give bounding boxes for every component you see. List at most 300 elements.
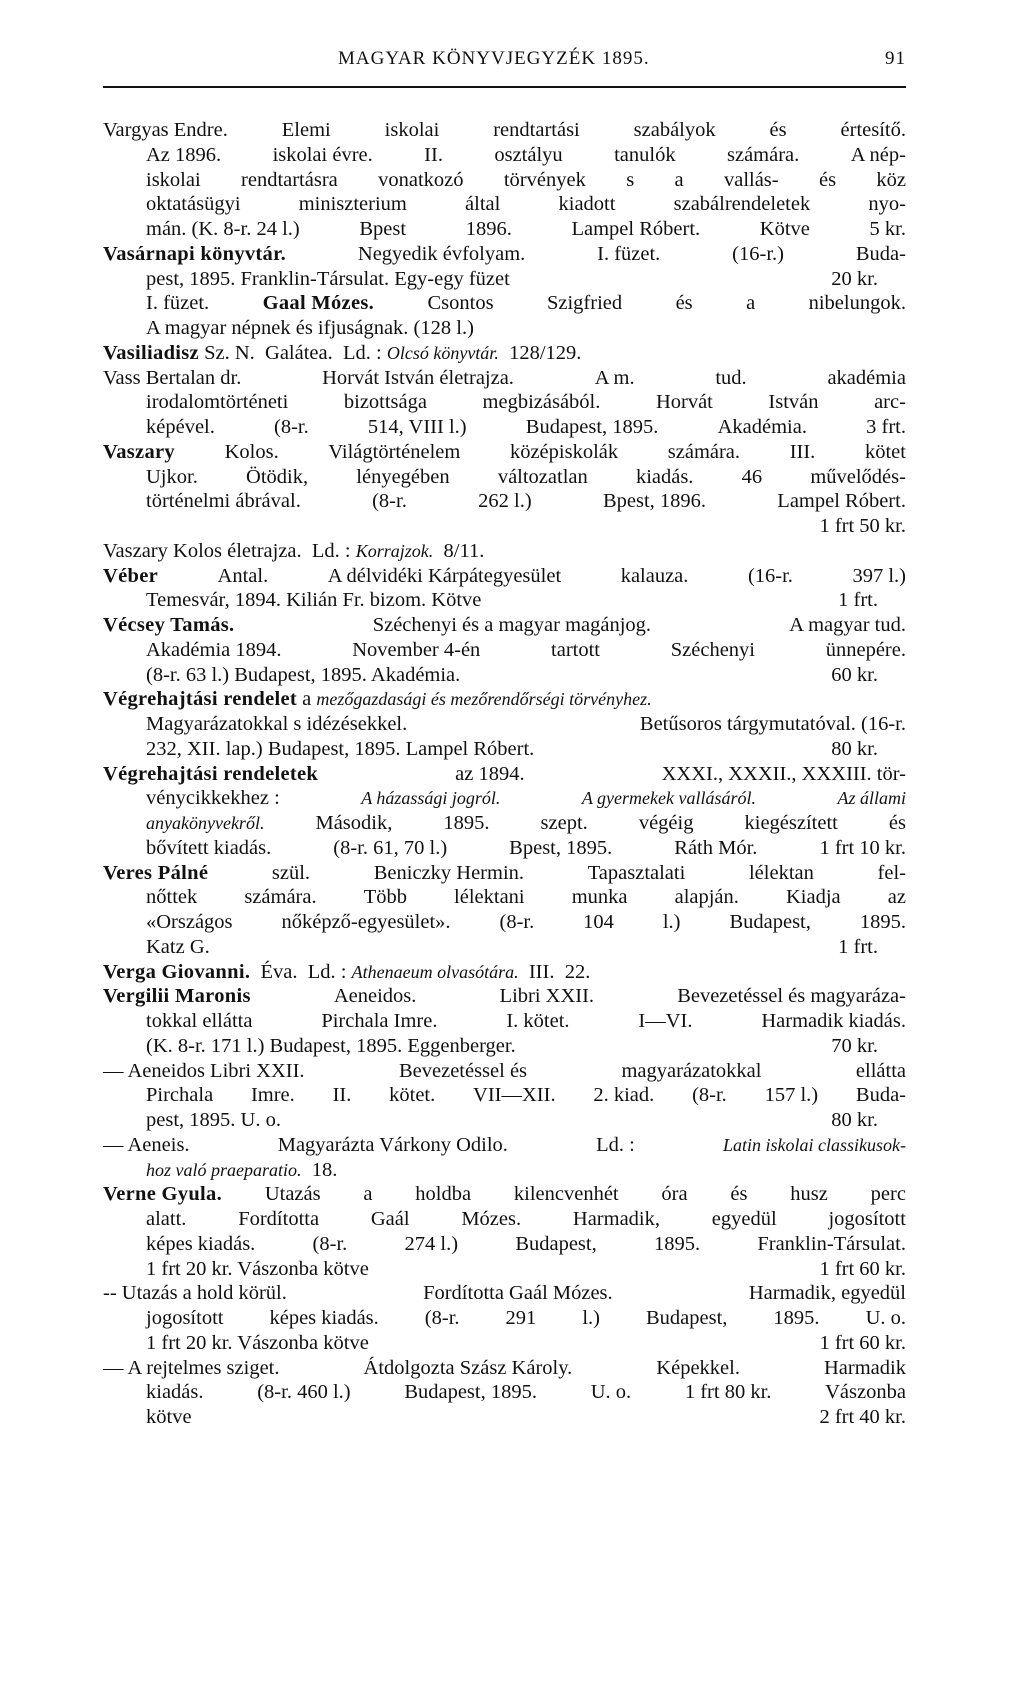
text-segment: István bbox=[768, 391, 819, 414]
text-segment: Vargyas Endre. bbox=[103, 119, 228, 141]
text-line bbox=[103, 514, 906, 539]
text-segment: mán. (K. 8-r. 24 l.) bbox=[146, 218, 300, 240]
text-segment: Pirchala Imre. bbox=[321, 1010, 438, 1032]
text-segment: fel- bbox=[877, 861, 906, 884]
text-segment: Gaál bbox=[370, 1208, 410, 1230]
text-segment: 5 kr. bbox=[869, 218, 906, 240]
text-segment: megbizásából. bbox=[482, 391, 601, 414]
text-segment: (8-r. bbox=[692, 1084, 727, 1107]
text-segment: Magyarázta Várkony Odilo. bbox=[277, 1133, 508, 1156]
text-line bbox=[103, 1158, 906, 1183]
text-segment: A magyar tud. bbox=[789, 614, 906, 636]
text-segment: Képekkel. bbox=[656, 1356, 740, 1379]
text-line bbox=[103, 663, 906, 688]
catalog-entries bbox=[103, 118, 906, 1430]
text-segment: Eggenberger. bbox=[402, 1034, 516, 1057]
text-segment: (8-r. 460 l.) bbox=[257, 1381, 351, 1404]
text-segment: A délvidéki Kárpátegyesület bbox=[327, 564, 562, 587]
text-line bbox=[103, 192, 906, 217]
text-segment: Bevezetéssel és magyaráza- bbox=[677, 985, 906, 1008]
text-line bbox=[103, 984, 906, 1009]
text-segment: Bpest, 1895. bbox=[509, 836, 613, 859]
text-segment: bővített kiadás. bbox=[146, 836, 272, 859]
text-segment: irodalomtörténeti bbox=[146, 391, 289, 414]
text-segment: Budapest, bbox=[515, 1232, 597, 1255]
text-line bbox=[103, 465, 906, 490]
text-line bbox=[103, 489, 906, 514]
text-segment: a bbox=[363, 1183, 373, 1206]
text-line bbox=[103, 613, 906, 638]
text-line bbox=[103, 1405, 906, 1430]
text-segment: képes kiadás. bbox=[269, 1307, 379, 1329]
text-segment: tud. bbox=[715, 366, 747, 389]
text-segment: Franklin-Társulat. bbox=[235, 267, 390, 290]
text-segment: A nép- bbox=[850, 143, 906, 166]
text-segment: Antal. bbox=[217, 564, 269, 587]
text-line bbox=[103, 885, 906, 910]
text-segment: alapján. bbox=[674, 886, 739, 909]
text-line bbox=[103, 143, 906, 168]
text-segment: 1896. bbox=[465, 218, 512, 240]
text-segment: Világtörténelem bbox=[328, 440, 461, 463]
text-segment: Temesvár, 1894. bbox=[146, 589, 281, 612]
text-segment: Fordította Gaál Mózes. bbox=[423, 1282, 613, 1305]
text-segment: Libri XXII. bbox=[499, 985, 595, 1008]
text-line bbox=[103, 960, 906, 985]
text-segment: ellátta bbox=[855, 1059, 906, 1082]
text-segment: A magyar népnek és ifjuságnak. (128 l.) bbox=[146, 317, 474, 339]
text-segment: vénycikkekhez : bbox=[146, 787, 280, 810]
text-segment: XXXI., XXXII., XXXIII. tör- bbox=[661, 762, 906, 785]
text-segment: Budapest, bbox=[729, 911, 811, 933]
text-segment: számára. bbox=[244, 886, 317, 909]
price: 80 kr. bbox=[831, 737, 878, 760]
text-segment: kötet. bbox=[389, 1084, 436, 1107]
text-line bbox=[103, 341, 906, 366]
text-segment: Második, bbox=[315, 812, 393, 834]
text-segment: Buda- bbox=[855, 242, 906, 265]
text-segment: az bbox=[887, 886, 906, 909]
text-segment: Sz. N. Galátea. Ld. : bbox=[198, 341, 387, 364]
text-segment: U. o. bbox=[865, 1307, 906, 1329]
text-segment: törvények bbox=[503, 168, 586, 191]
text-segment: (K. 8-r. 171 l.) Budapest, 1895. bbox=[146, 1034, 403, 1057]
page-number: 91 bbox=[885, 48, 906, 69]
text-segment: szabályok bbox=[633, 119, 716, 141]
text-segment: és bbox=[730, 1183, 748, 1206]
entry-heading: Vécsey Tamás. bbox=[103, 614, 235, 636]
text-segment: 1895. bbox=[443, 812, 490, 834]
text-line bbox=[103, 564, 906, 589]
text-segment: Lampel Róbert. bbox=[571, 218, 701, 240]
text-line bbox=[103, 1182, 906, 1207]
text-segment: I. füzet. bbox=[146, 292, 210, 315]
text-segment: VII—XII. bbox=[473, 1084, 556, 1107]
text-segment: 18. bbox=[301, 1158, 338, 1181]
text-segment: U. o. bbox=[590, 1381, 632, 1404]
text-line bbox=[103, 836, 906, 861]
text-segment: 46 bbox=[741, 465, 763, 488]
text-line bbox=[103, 1306, 906, 1331]
text-segment: II. bbox=[424, 143, 443, 166]
text-segment: és bbox=[888, 812, 906, 834]
text-segment: iskolai bbox=[384, 119, 440, 141]
text-segment: iskolai bbox=[146, 168, 201, 191]
entry-heading: Veres Pálné bbox=[103, 861, 209, 884]
entry-heading: Verne Gyula. bbox=[103, 1183, 223, 1206]
price: 20 kr. bbox=[831, 267, 878, 290]
text-line bbox=[103, 267, 906, 292]
text-segment: 397 l.) bbox=[852, 564, 906, 587]
entry-heading: Gaal Mózes. bbox=[262, 292, 375, 315]
text-segment: Átdolgozta Szász Károly. bbox=[363, 1356, 573, 1379]
text-segment: 157 l.) bbox=[764, 1084, 819, 1107]
text-line bbox=[103, 712, 906, 737]
text-line bbox=[103, 1356, 906, 1381]
running-title: MAGYAR KÖNYVJEGYZÉK 1895. bbox=[338, 48, 650, 69]
text-segment: Kilián Fr. bizom. bbox=[280, 589, 427, 612]
text-segment: ünnepére. bbox=[825, 638, 906, 661]
text-segment: végéig bbox=[638, 812, 694, 834]
text-segment: Ld. : bbox=[596, 1133, 635, 1156]
price: 1 frt. bbox=[838, 935, 878, 958]
text-segment: jogosított bbox=[828, 1208, 906, 1230]
text-segment: I. füzet. bbox=[597, 242, 661, 265]
text-segment: szept. bbox=[540, 812, 588, 834]
text-segment: (8-r. 63 l.) Budapest, 1895. bbox=[146, 663, 367, 686]
text-segment: nőképző-egyesület». bbox=[281, 911, 451, 933]
text-segment: Utazás bbox=[264, 1183, 321, 1206]
price: 70 kr. bbox=[831, 1034, 878, 1057]
text-segment: 262 l.) bbox=[478, 490, 532, 513]
text-line bbox=[103, 1232, 906, 1257]
text-segment: Magyarázatokkal s idézésekkel. bbox=[146, 713, 408, 735]
entry-heading: Végrehajtási rendelet bbox=[103, 688, 297, 711]
text-segment: l.) bbox=[582, 1307, 600, 1329]
text-segment: óra bbox=[661, 1183, 688, 1206]
text-segment: a bbox=[746, 292, 756, 315]
text-segment: arc- bbox=[874, 391, 906, 414]
text-line bbox=[103, 1257, 906, 1282]
text-segment: Széchenyi bbox=[670, 638, 755, 661]
text-line bbox=[103, 935, 906, 960]
text-segment: «Országos bbox=[146, 911, 233, 933]
text-segment: kötet bbox=[864, 440, 906, 463]
series-title: Athenaeum olvasótára. bbox=[351, 961, 519, 982]
text-segment: kiadott bbox=[558, 193, 616, 216]
text-segment: (8-r. bbox=[499, 911, 535, 933]
text-segment: Elemi bbox=[281, 119, 331, 141]
text-segment: történelmi ábrával. bbox=[146, 490, 301, 513]
text-segment: Imre. bbox=[250, 1084, 295, 1107]
text-segment: munka bbox=[571, 886, 628, 909]
text-segment: kiadás. bbox=[635, 465, 694, 488]
text-segment: (8-r. bbox=[372, 490, 407, 513]
text-segment: tartott bbox=[551, 638, 601, 661]
text-line bbox=[103, 1133, 906, 1158]
text-segment: Tapasztalati bbox=[587, 861, 686, 884]
series-title: Latin iskolai classikusok- bbox=[722, 1134, 906, 1155]
text-segment: Horvát bbox=[655, 391, 713, 414]
text-segment: vonatkozó bbox=[378, 168, 464, 191]
text-segment: Csontos bbox=[427, 292, 494, 315]
text-segment: oktatásügyi bbox=[146, 193, 241, 216]
text-segment: (8-r. 61, 70 l.) bbox=[333, 836, 448, 859]
text-segment: iskolai évre. bbox=[272, 143, 373, 166]
series-title: Olcsó könyvtár. bbox=[386, 342, 499, 363]
text-line bbox=[103, 539, 906, 564]
text-line bbox=[103, 1281, 906, 1306]
text-segment: Ráth Mór. bbox=[674, 836, 758, 859]
entry-heading: Véber bbox=[103, 564, 159, 587]
text-segment: a bbox=[674, 168, 684, 191]
series-title: mezőgazdasági és mezőrendőrségi törvényhez. bbox=[316, 689, 652, 710]
running-header bbox=[103, 48, 906, 76]
text-segment: nibelungok. bbox=[808, 292, 906, 315]
entry-heading: Vaszary bbox=[103, 440, 175, 463]
text-segment: 291 bbox=[505, 1307, 537, 1329]
series-title: A házassági jogról. bbox=[361, 788, 501, 809]
text-segment: III. 22. bbox=[518, 960, 591, 983]
text-segment: November 4-én bbox=[352, 638, 481, 661]
text-segment: 274 l.) bbox=[404, 1232, 459, 1255]
text-line bbox=[103, 910, 906, 935]
text-segment: Vass Bertalan dr. bbox=[103, 366, 242, 389]
series-title: Korrajzok. bbox=[355, 540, 434, 561]
text-segment: és bbox=[675, 292, 693, 315]
text-segment: 104 bbox=[583, 911, 614, 933]
text-segment: Akadémia. bbox=[717, 416, 807, 438]
series-title: hoz való praeparatio. bbox=[146, 1159, 302, 1180]
text-line bbox=[103, 1059, 906, 1084]
text-line bbox=[103, 1207, 906, 1232]
text-line bbox=[103, 687, 906, 712]
text-segment: Kötve bbox=[426, 589, 482, 612]
text-segment: nőttek bbox=[146, 886, 198, 909]
text-segment: 1 frt 50 kr. bbox=[819, 515, 906, 537]
text-line bbox=[103, 737, 906, 762]
text-segment: Aeneidos. bbox=[333, 985, 417, 1008]
text-segment: Betűsoros tárgymutatóval. (16-r. bbox=[639, 713, 906, 735]
text-segment: Harmadik, bbox=[572, 1208, 660, 1230]
text-segment: (8-r. bbox=[312, 1232, 348, 1255]
text-line bbox=[103, 1108, 906, 1133]
text-segment: Kolos. bbox=[224, 440, 279, 463]
text-segment: (8-r. bbox=[424, 1307, 460, 1329]
text-segment: III. bbox=[789, 440, 816, 463]
text-line bbox=[103, 168, 906, 193]
text-segment: a bbox=[296, 688, 317, 711]
text-segment: 2. kiad. bbox=[593, 1084, 655, 1107]
text-segment: kiegészített bbox=[744, 812, 838, 834]
text-segment: — Aeneis. bbox=[103, 1133, 190, 1156]
text-segment: Kötve bbox=[759, 218, 810, 240]
text-segment: számára. bbox=[727, 143, 800, 166]
text-segment: nyo- bbox=[868, 193, 906, 216]
text-segment: képes kiadás. bbox=[146, 1232, 256, 1255]
text-segment: lényegében bbox=[356, 465, 450, 488]
text-segment: Szigfried bbox=[546, 292, 623, 315]
text-segment: Budapest, bbox=[645, 1307, 728, 1329]
series-title: A gyermekek vallásáról. bbox=[581, 788, 756, 809]
header-rule bbox=[103, 86, 906, 88]
text-segment: Mózes. bbox=[461, 1208, 522, 1230]
text-segment: 1895. bbox=[859, 911, 906, 933]
text-segment: — A rejtelmes sziget. bbox=[103, 1356, 280, 1379]
text-segment: Budapest, 1895. bbox=[404, 1381, 537, 1404]
text-segment: rendtartási bbox=[493, 119, 580, 141]
text-line bbox=[103, 390, 906, 415]
text-segment: I—VI. bbox=[638, 1010, 693, 1032]
text-segment: köz bbox=[876, 168, 906, 191]
text-segment: magyarázatokkal bbox=[621, 1059, 762, 1082]
text-line bbox=[103, 440, 906, 465]
text-segment: 1 frt 10 kr. bbox=[819, 836, 906, 859]
text-segment: husz bbox=[790, 1183, 828, 1206]
text-segment: 1 frt 20 kr. Vászonba kötve bbox=[146, 1257, 369, 1280]
text-segment: osztályu bbox=[494, 143, 563, 166]
entry-heading: Verga Giovanni. bbox=[103, 960, 251, 983]
entry-heading: Vasiliadisz bbox=[103, 341, 199, 364]
text-segment: Fordította bbox=[238, 1208, 320, 1230]
text-segment: Pirchala bbox=[146, 1084, 214, 1107]
text-segment: Negyedik évfolyam. bbox=[357, 242, 526, 265]
text-segment: -- Utazás a hold körül. bbox=[103, 1282, 287, 1305]
text-segment: 232, XII. lap.) Budapest, 1895. bbox=[146, 737, 401, 760]
text-segment: bizottsága bbox=[343, 391, 427, 414]
text-segment: és bbox=[818, 168, 837, 191]
text-segment: 1 frt 20 kr. Vászonba kötve bbox=[146, 1331, 369, 1354]
text-segment: Akadémia 1894. bbox=[146, 638, 282, 661]
text-segment: II. bbox=[332, 1084, 352, 1107]
text-segment: alatt. bbox=[146, 1208, 187, 1230]
text-segment: művelődés- bbox=[810, 465, 906, 488]
text-segment: Ötödik, bbox=[246, 465, 309, 488]
text-segment: Budapest, 1895. bbox=[525, 416, 659, 438]
text-segment: (16-r. bbox=[747, 564, 793, 587]
price: 1 frt 60 kr. bbox=[819, 1331, 906, 1354]
text-segment: (8-r. bbox=[274, 416, 309, 438]
text-segment: tanulók bbox=[614, 143, 676, 166]
text-segment: Vászonba bbox=[825, 1381, 906, 1404]
text-segment: miniszterium bbox=[298, 193, 407, 216]
text-segment: — Aeneidos Libri XXII. bbox=[103, 1059, 305, 1082]
text-segment: akadémia bbox=[827, 366, 906, 389]
price: 2 frt 40 kr. bbox=[819, 1406, 906, 1428]
text-segment: Ujkor. bbox=[146, 465, 198, 488]
text-line bbox=[103, 316, 906, 341]
text-segment: kalauza. bbox=[620, 564, 689, 587]
text-line bbox=[103, 1034, 906, 1059]
text-line bbox=[103, 762, 906, 787]
text-line bbox=[103, 1083, 906, 1108]
entry-heading: Vergilii Maronis bbox=[103, 985, 251, 1008]
text-segment: Több bbox=[363, 886, 407, 909]
text-segment: lélektan bbox=[748, 861, 814, 884]
text-segment: 1895. bbox=[773, 1307, 820, 1329]
price: 80 kr. bbox=[831, 1109, 878, 1131]
text-segment: és bbox=[769, 119, 787, 141]
text-line bbox=[103, 291, 906, 316]
text-segment: 128/129. bbox=[498, 341, 582, 364]
price: 60 kr. bbox=[831, 663, 878, 686]
text-segment: Az 1896. bbox=[146, 143, 222, 166]
text-line bbox=[103, 1380, 906, 1405]
entry-heading: Vasárnapi könyvtár. bbox=[103, 242, 287, 265]
text-segment: Harmadik, egyedül bbox=[748, 1282, 906, 1305]
text-segment: által bbox=[465, 193, 501, 216]
text-segment: középiskolák bbox=[509, 440, 619, 463]
text-segment: kötve bbox=[146, 1406, 192, 1428]
text-segment: jogosított bbox=[146, 1307, 224, 1329]
text-segment: tokkal ellátta bbox=[146, 1010, 253, 1032]
text-segment: Horvát István életrajza. bbox=[322, 366, 514, 389]
text-segment: szül. bbox=[271, 861, 311, 884]
text-segment: Beniczky Hermin. bbox=[373, 861, 525, 884]
text-segment: Egy-egy füzet bbox=[389, 267, 510, 290]
text-segment: Bevezetéssel és bbox=[398, 1059, 528, 1082]
text-segment: Széchenyi és a magyar magánjog. bbox=[372, 614, 652, 636]
text-segment: értesítő. bbox=[840, 119, 906, 141]
text-segment: Lampel Róbert. bbox=[400, 737, 535, 760]
text-segment: szabálrendeletek bbox=[673, 193, 811, 216]
text-segment: Harmadik bbox=[824, 1356, 906, 1379]
text-line bbox=[103, 638, 906, 663]
text-line bbox=[103, 861, 906, 886]
text-segment: Bpest, 1896. bbox=[602, 490, 707, 513]
text-segment: kilencvenhét bbox=[513, 1183, 619, 1206]
text-segment: változatlan bbox=[497, 465, 588, 488]
text-segment: 1 frt 80 kr. bbox=[684, 1381, 772, 1404]
text-line bbox=[103, 588, 906, 613]
text-segment: 8/11. bbox=[433, 539, 485, 562]
text-segment: számára. bbox=[667, 440, 741, 463]
text-segment: A m. bbox=[594, 366, 635, 389]
text-segment: kiadás. bbox=[146, 1381, 204, 1404]
text-segment: perc bbox=[870, 1183, 906, 1206]
text-segment: Kiadja bbox=[786, 886, 841, 909]
series-title: anyakönyvekről. bbox=[146, 813, 265, 833]
series-title: Az állami bbox=[837, 788, 906, 809]
text-segment: (16-r.) bbox=[732, 242, 784, 265]
text-line bbox=[103, 217, 906, 242]
text-segment: Vaszary Kolos életrajza. Ld. : bbox=[103, 539, 356, 562]
text-line bbox=[103, 786, 906, 811]
text-segment: egyedül bbox=[711, 1208, 777, 1230]
text-segment: pest, 1895. bbox=[146, 267, 236, 290]
price: 1 frt 60 kr. bbox=[819, 1257, 906, 1280]
text-segment: 1895. bbox=[653, 1232, 701, 1255]
text-segment: rendtartásra bbox=[241, 168, 338, 191]
text-segment: Éva. Ld. : bbox=[250, 960, 352, 983]
text-segment: lélektani bbox=[454, 886, 525, 909]
text-segment: képével. bbox=[146, 416, 215, 438]
text-line bbox=[103, 811, 906, 836]
text-line bbox=[103, 366, 906, 391]
text-segment: Bpest bbox=[359, 218, 407, 240]
price: 1 frt. bbox=[838, 589, 878, 612]
text-line bbox=[103, 242, 906, 267]
text-line bbox=[103, 1331, 906, 1356]
text-segment: Buda- bbox=[855, 1084, 906, 1107]
text-segment: Akadémia. bbox=[366, 663, 461, 686]
text-segment: Lampel Róbert. bbox=[777, 490, 906, 513]
text-line bbox=[103, 1009, 906, 1034]
text-segment: az 1894. bbox=[455, 762, 525, 785]
text-segment: 514, VIII l.) bbox=[367, 416, 467, 438]
text-segment: s bbox=[626, 168, 635, 191]
text-line bbox=[103, 415, 906, 440]
